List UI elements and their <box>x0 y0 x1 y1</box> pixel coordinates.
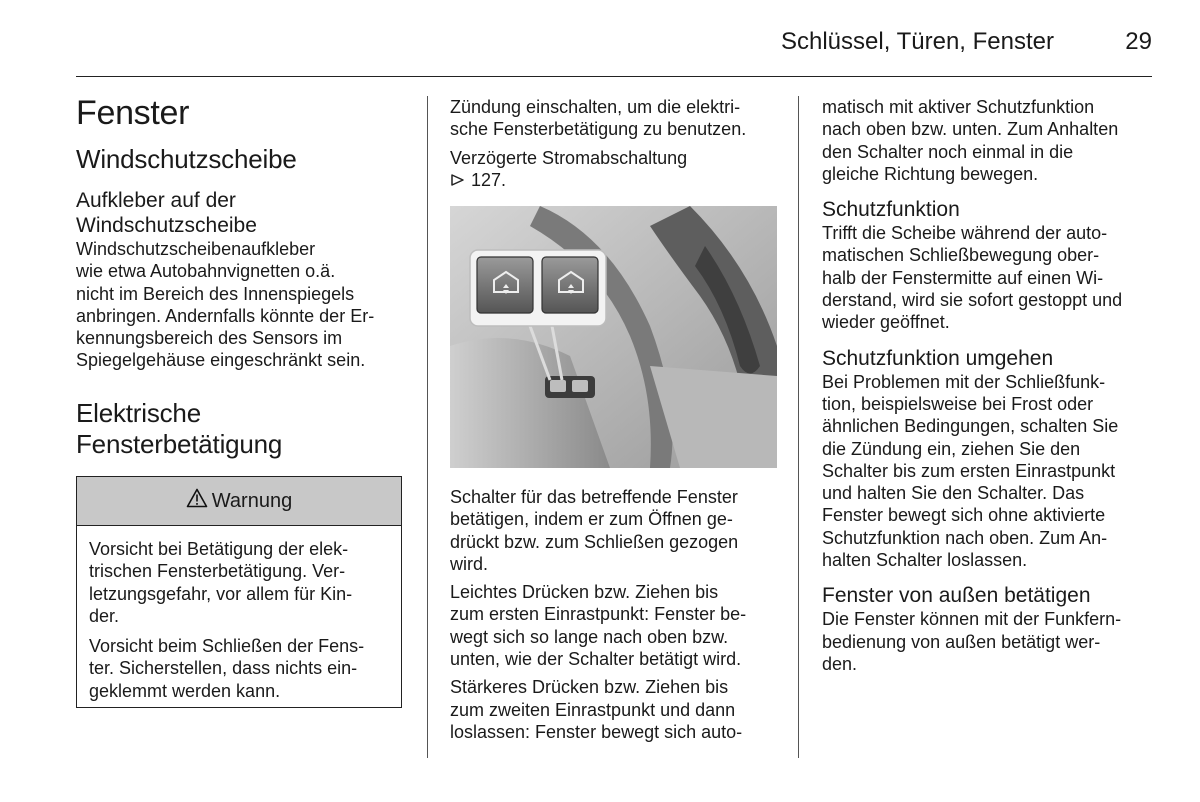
text-line: ter. Sicherstellen, dass nichts ein- <box>89 658 358 679</box>
text-line: Die Fenster können mit der Funkfern- <box>822 609 1122 630</box>
text-line: wird. <box>450 553 489 574</box>
text-line: ähnlichen Bedingungen, schalten Sie <box>822 416 1119 437</box>
sticker-paragraph <box>76 238 406 372</box>
text-line: Stärkeres Drücken bzw. Ziehen bis <box>450 677 729 698</box>
text-line: und halten Sie den Schalter. Das <box>822 483 1085 504</box>
text-line: gleiche Richtung bewegen. <box>822 163 1039 184</box>
text-line: betätigen, indem er zum Öffnen ge- <box>450 509 733 530</box>
warning-body <box>77 526 401 702</box>
page-number: 29 <box>1125 28 1152 55</box>
text-line: anbringen. Andernfalls könnte der Er- <box>76 305 375 326</box>
text-line: matisch mit aktiver Schutzfunktion <box>822 97 1095 117</box>
text-line: Bei Problemen mit der Schließfunk- <box>822 371 1106 392</box>
electric-heading <box>76 398 406 460</box>
text-line: trischen Fensterbetätigung. Ver- <box>89 561 346 582</box>
reference-line <box>450 169 780 191</box>
text-line: matischen Schließbewegung ober- <box>822 245 1100 266</box>
sticker-heading-line2: Windschutzscheibe <box>76 214 257 237</box>
sticker-heading-line1: Aufkleber auf der <box>76 189 236 212</box>
page-header <box>76 24 1152 77</box>
column-divider <box>427 96 428 758</box>
text-line: Schutzfunktion nach oben. Zum An- <box>822 527 1108 548</box>
reference-arrow-icon <box>450 170 471 190</box>
warning-header <box>77 477 401 526</box>
text-line: geklemmt werden kann. <box>89 680 281 701</box>
text-line: kennungsbereich des Sensors im <box>76 328 343 349</box>
text-line: loslassen: Fenster bewegt sich auto- <box>450 721 743 742</box>
text-line: bedienung von außen betätigt wer- <box>822 631 1101 652</box>
column-right <box>822 96 1152 675</box>
text-line: Vorsicht beim Schließen der Fens- <box>89 636 365 657</box>
text-line: wie etwa Autobahnvignetten o.ä. <box>76 261 336 282</box>
text-line: Fenster bewegt sich ohne aktivierte <box>822 505 1106 526</box>
text-line: Schalter bis zum ersten Einrastpunkt <box>822 460 1116 481</box>
text-line: Vorsicht bei Betätigung der elek- <box>89 539 349 559</box>
text-line: Trifft die Scheibe während der auto- <box>822 223 1108 244</box>
bypass-heading: Schutzfunktion umgehen <box>822 346 1054 370</box>
column-left <box>76 96 406 460</box>
text-line: derstand, wird sie sofort gestoppt und <box>822 290 1123 311</box>
warning-triangle-icon <box>186 488 208 514</box>
section-heading: Fenster <box>76 94 190 132</box>
text-line: drückt bzw. zum Schließen gezogen <box>450 531 739 552</box>
text-line: zum zweiten Einrastpunkt und dann <box>450 699 736 720</box>
text-line: wegt sich so lange nach oben bzw. <box>450 626 729 647</box>
electric-heading-line2: Fensterbetätigung <box>76 428 283 459</box>
window-switch-illustration <box>450 206 777 468</box>
text-line: die Zündung ein, ziehen Sie den <box>822 438 1081 459</box>
column-divider <box>798 96 799 758</box>
text-line: nicht im Bereich des Innenspiegels <box>76 283 355 304</box>
text-line: wieder geöffnet. <box>822 312 950 333</box>
text-line: halb der Fenstermitte auf einen Wi- <box>822 267 1104 288</box>
warning-label: Warnung <box>211 489 293 512</box>
protect-heading: Schutzfunktion <box>822 198 960 222</box>
text-line: Windschutzscheibenaufkleber <box>76 239 316 259</box>
text-line: Schalter für das betreffende Fenster <box>450 487 738 507</box>
text-line: den Schalter noch einmal in die <box>822 141 1074 162</box>
text-line: zum ersten Einrastpunkt: Fenster be- <box>450 604 747 625</box>
text-line: tion, beispielsweise bei Frost oder <box>822 393 1094 414</box>
warning-box <box>76 476 402 708</box>
text-line: nach oben bzw. unten. Zum Anhalten <box>822 119 1119 140</box>
text-line: Spiegelgehäuse eingeschränkt sein. <box>76 350 366 371</box>
text-line: halten Schalter loslassen. <box>822 550 1028 571</box>
electric-heading-line1: Elektrische <box>76 397 201 428</box>
column-middle <box>450 96 780 191</box>
column-middle-lower <box>450 486 780 743</box>
text-line: Verzögerte Stromabschaltung <box>450 147 688 168</box>
outside-heading: Fenster von außen betätigen <box>822 584 1091 608</box>
text-line: Zündung einschalten, um die elektri- <box>450 97 741 117</box>
text-line: der. <box>89 605 120 626</box>
subsection-heading: Windschutzscheibe <box>76 144 297 174</box>
text-line: den. <box>822 653 858 674</box>
text-line: sche Fensterbetätigung zu benutzen. <box>450 119 747 140</box>
text-line: unten, wie der Schalter betätigt wird. <box>450 649 742 670</box>
chapter-title: Schlüssel, Türen, Fenster <box>780 28 1054 55</box>
text-line: Leichtes Drücken bzw. Ziehen bis <box>450 582 719 603</box>
reference-page: 127. <box>471 169 507 190</box>
text-line: letzungsgefahr, vor allem für Kin- <box>89 583 353 604</box>
